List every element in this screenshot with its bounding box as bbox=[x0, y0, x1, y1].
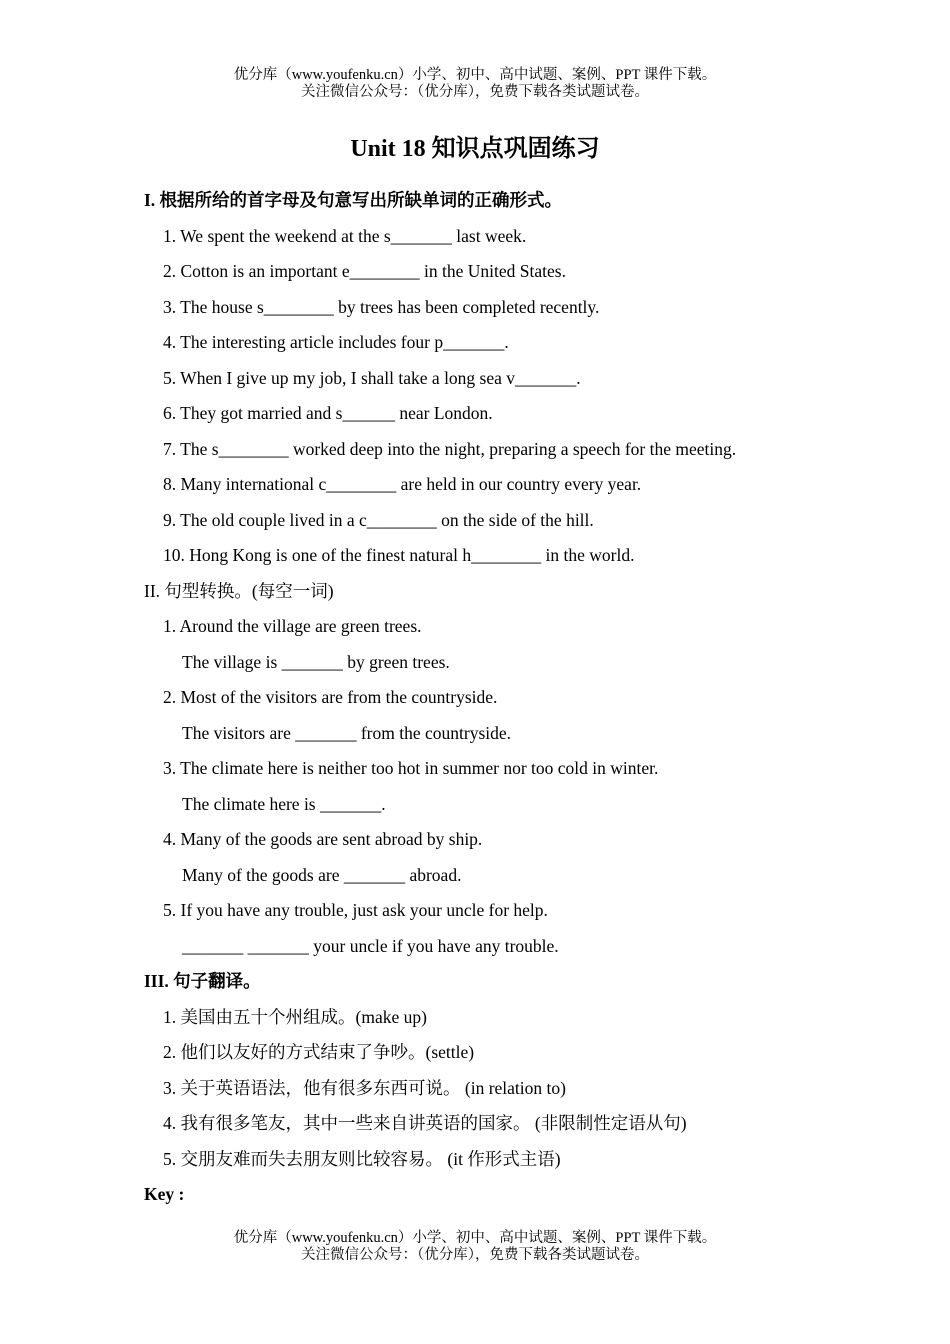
section-2-question: 1. Around the village are green trees. bbox=[163, 616, 422, 636]
header-line-1: 优分库（www.youfenku.cn）小学、初中、高中试题、案例、PPT 课件下载。 bbox=[233, 67, 717, 83]
section-3-heading: III. 句子翻译。 bbox=[144, 971, 261, 991]
section-1-item: 3. The house s________ by trees has been completed recently. bbox=[163, 296, 600, 317]
section-2-answer-line: _______ _______ your uncle if you have any trouble. bbox=[182, 935, 559, 956]
section-3-item: 5. 交朋友难而失去朋友则比较容易。 (it 作形式主语) bbox=[163, 1148, 561, 1169]
section-1-item: 6. They got married and s______ near London. bbox=[163, 403, 493, 423]
section-2-question: 2. Most of the visitors are from the countryside. bbox=[163, 687, 498, 707]
header-line-2: 关注微信公众号：（优分库），免费下载各类试题试卷。 bbox=[301, 84, 649, 100]
page-title: Unit 18 知识点巩固练习 bbox=[350, 136, 600, 162]
key-label: Key : bbox=[144, 1184, 185, 1204]
section-2-heading: II. 句型转换。(每空一词) bbox=[144, 580, 334, 601]
section-2-answer-line: The climate here is _______. bbox=[182, 793, 386, 814]
section-1-item: 9. The old couple lived in a c________ on the side of the hill. bbox=[163, 509, 594, 530]
worksheet-body bbox=[144, 183, 844, 1213]
section-1-item: 1. We spent the weekend at the s_______ last week. bbox=[163, 225, 527, 246]
section-3-item: 3. 关于英语语法，他有很多东西可说。 (in relation to) bbox=[163, 1077, 566, 1098]
section-2-question: 4. Many of the goods are sent abroad by ship. bbox=[163, 829, 483, 849]
section-2-answer-line: The visitors are _______ from the countryside. bbox=[182, 722, 512, 743]
section-1-item: 8. Many international c________ are held in our country every year. bbox=[163, 474, 642, 494]
page-header bbox=[0, 67, 950, 101]
section-1-item: 2. Cotton is an important e________ in the United States. bbox=[163, 261, 566, 281]
footer-line-2: 关注微信公众号：（优分库），免费下载各类试题试卷。 bbox=[301, 1247, 649, 1263]
section-3-item: 1. 美国由五十个州组成。(make up) bbox=[163, 1006, 427, 1027]
section-1-heading: I. 根据所给的首字母及句意写出所缺单词的正确形式。 bbox=[144, 190, 563, 210]
section-3-item: 4. 我有很多笔友，其中一些来自讲英语的国家。 (非限制性定语从句) bbox=[163, 1113, 687, 1133]
section-1-item: 5. When I give up my job, I shall take a long sea v_______. bbox=[163, 367, 581, 388]
page-footer bbox=[0, 1230, 950, 1264]
section-2-question: 5. If you have any trouble, just ask your uncle for help. bbox=[163, 900, 548, 920]
section-1-item: 10. Hong Kong is one of the finest natural h________ in the world. bbox=[163, 545, 635, 565]
section-1-item: 4. The interesting article includes four p_______. bbox=[163, 332, 509, 352]
section-2-answer-line: Many of the goods are _______ abroad. bbox=[182, 864, 462, 885]
section-1-item: 7. The s________ worked deep into the night, preparing a speech for the meeting. bbox=[163, 438, 737, 459]
footer-line-1: 优分库（www.youfenku.cn）小学、初中、高中试题、案例、PPT 课件下载。 bbox=[233, 1230, 717, 1246]
section-2-answer-line: The village is _______ by green trees. bbox=[182, 651, 450, 672]
section-2-question: 3. The climate here is neither too hot in summer nor too cold in winter. bbox=[163, 758, 659, 778]
section-3-item: 2. 他们以友好的方式结束了争吵。(settle) bbox=[163, 1042, 475, 1062]
